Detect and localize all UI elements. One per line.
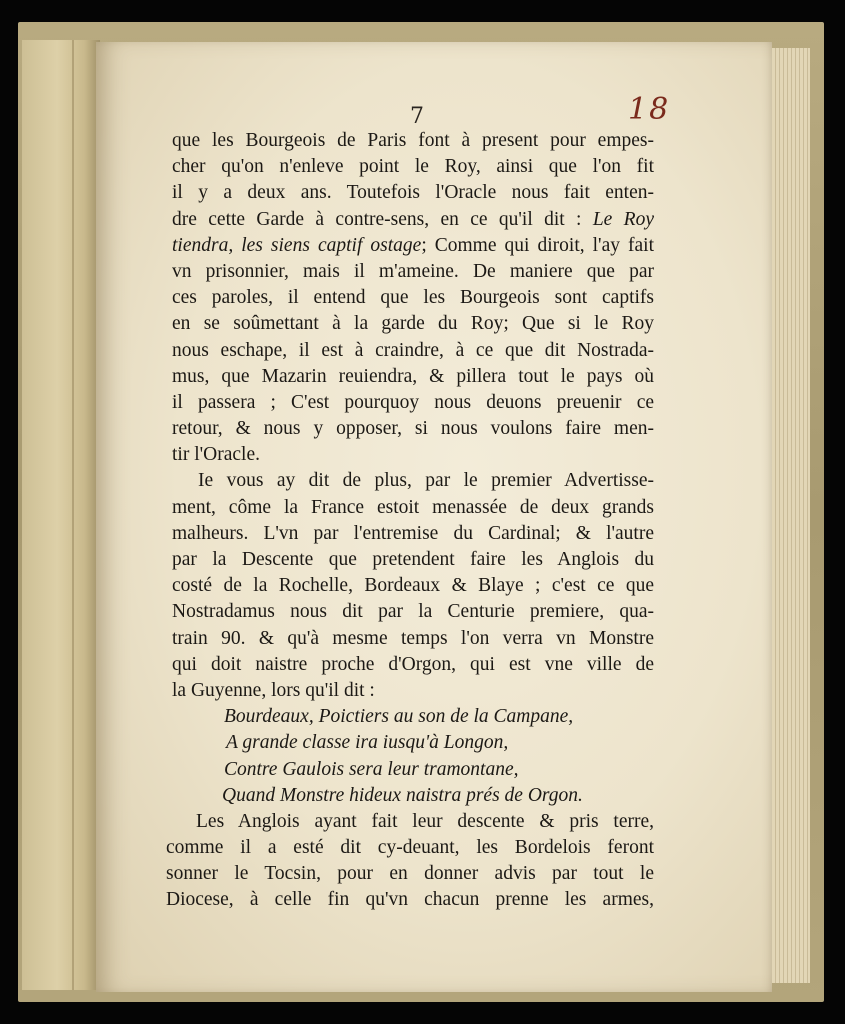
verse-line: Bourdeaux, Poictiers au son de la Campane, <box>224 706 574 728</box>
text-line: vn prisonnier, mais il m'ameine. De maniere que par <box>172 260 654 282</box>
text-line: retour, & nous y opposer, si nous voulons faire men- <box>172 418 654 440</box>
text-line: qui doit naistre proche d'Orgon, qui est vne ville de <box>172 653 654 675</box>
verse-line: Contre Gaulois sera leur tramontane, <box>224 758 519 780</box>
text-line-roman: dre cette Garde à contre-sens, en ce qu'il dit : <box>172 208 582 230</box>
text-line: tir l'Oracle. <box>172 444 260 466</box>
text-line: Les Anglois ayant fait leur descente & pris terre, <box>196 810 654 832</box>
text-line: en se soûmettant à la garde du Roy; Que si le Roy <box>172 313 654 335</box>
text-line: Diocese, à celle fin qu'vn chacun prenne les armes, <box>166 889 654 911</box>
text-line: comme il a esté dit cy-deuant, les Bordelois feront <box>166 837 654 859</box>
text-line: il passera ; C'est pourquoy nous deuons preuenir ce <box>172 391 654 413</box>
page-crease <box>72 40 74 990</box>
verse-line: A grande classe ira iusqu'à Longon, <box>226 732 509 754</box>
text-line: cher qu'on n'enleve point le Roy, ainsi que l'on fit <box>172 156 654 178</box>
text-line: sonner le Tocsin, pour en donner advis par tout le <box>166 863 654 885</box>
body-text <box>166 128 654 914</box>
text-line <box>172 233 654 259</box>
text-line: costé de la Rochelle, Bordeaux & Blaye ; c'est ce que <box>172 575 654 597</box>
text-line: nous eschape, il est à craindre, à ce que dit Nostrada- <box>172 339 654 361</box>
text-line: la Guyenne, lors qu'il dit : <box>172 679 375 701</box>
text-line: que les Bourgeois de Paris font à present pour empes- <box>172 130 654 151</box>
text-line: par la Descente que pretendent faire les Anglois du <box>172 549 654 570</box>
text-line: Nostradamus nous dit par la Centurie premiere, qua- <box>172 601 654 623</box>
left-facing-page <box>22 40 100 990</box>
page-number: 7 <box>410 104 424 129</box>
text-line: ces paroles, il entend que les Bourgeois sont captifs <box>172 287 654 309</box>
text-line: mus, que Mazarin reuiendra, & pillera tout le pays où <box>172 365 654 387</box>
handwritten-page-number: 18 <box>628 92 671 127</box>
text-line: ment, côme la France estoit menassée de deux grands <box>172 496 654 518</box>
text-line-italic: Le Roy <box>592 208 654 230</box>
text-line <box>172 207 654 233</box>
text-line-italic: tiendra, les siens captif ostage <box>172 234 422 256</box>
text-line: malheurs. L'vn par l'entremise du Cardinal; & l'autre <box>172 522 654 544</box>
text-line: Ie vous ay dit de plus, par le premier Advertisse- <box>198 470 654 492</box>
text-line-roman: ; Comme qui diroit, l'ay fait <box>421 234 654 256</box>
text-line: train 90. & qu'à mesme temps l'on verra vn Monstre <box>172 627 654 649</box>
verse-line: Quand Monstre hideux naistra prés de Orgon. <box>222 784 583 806</box>
text-line: il y a deux ans. Toutefois l'Oracle nous fait enten- <box>172 182 654 204</box>
